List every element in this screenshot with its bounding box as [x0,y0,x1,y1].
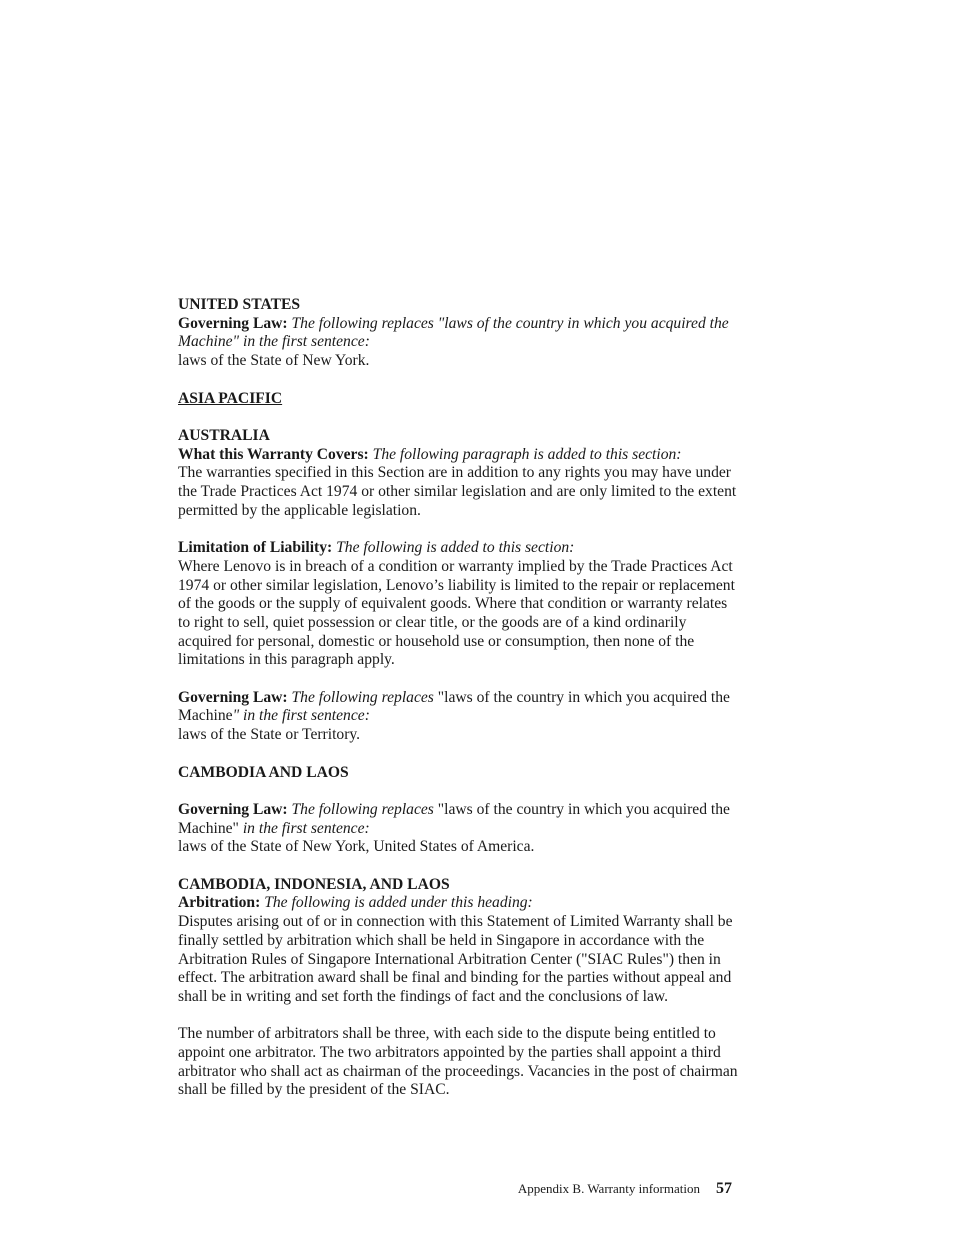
country-heading: UNITED STATES [178,296,301,313]
governing-law-quote: "laws of the country in which you acquired the Machine [178,688,730,725]
section-cambodia-indonesia-laos [178,876,738,1007]
section-asia-pacific [178,390,738,409]
section-australia [178,427,738,521]
arbitration-text-2: The number of arbitrators shall be three, with each side to the dispute being entitled to appoint one arbitrator. The two arbitrators appointed by the parties shall appoint a third arbitrator who shall act as chairman of the proceedings. Vacancies in the post of chairman shall be filled by the president of the SIAC. [178,1025,738,1099]
arbitration-text: Disputes arising out of or in connection with this Statement of Limited Warranty shall be finally settled by arbitration which shall be held in Singapore in accordance with the Arbitration Rules of Singapore International Arbitration Center ("SIAC Rules") then in effect. The arbitration award shall be final and binding for the parties without appeal and shall be in writing and set forth the findings of fact and the conclusions of law. [178,913,733,1005]
governing-law-intro: The following replaces [291,688,434,706]
governing-law-intro: The following replaces "laws of the country in which you acquired the Machine" in the first sentence: [178,314,729,351]
governing-law-text: laws of the State or Territory. [178,726,361,744]
governing-law-text: laws of the State of New York, United States of America. [178,838,535,856]
page-number: 57 [716,1180,732,1197]
governing-law-intro-end: " in the first sentence: [232,707,370,725]
cambodia-laos-governing-law [178,801,738,857]
governing-law-label: Governing Law: [178,688,288,706]
arbitration-paragraph-2 [178,1025,738,1100]
australia-governing-law [178,689,738,745]
governing-law-intro-end: in the first sentence: [242,819,370,837]
page-footer [518,1180,732,1198]
governing-law-label: Governing Law: [178,314,288,332]
arbitration-intro: The following is added under this heading: [264,894,533,912]
page-content [178,296,738,1119]
warranty-covers-text: The warranties specified in this Section are in addition to any rights you may have under the Trade Practices Act 1974 or other similar legislation and are only limited to the extent permitted by the applicable legislation. [178,464,737,519]
australia-liability [178,539,738,670]
country-heading: CAMBODIA, INDONESIA, AND LAOS [178,875,450,893]
liability-text: Where Lenovo is in breach of a condition or warranty implied by the Trade Practices Act 1974 or other similar legislation, Lenovo’s liability is limited to the repair or replacement of the goods or the supply of equivalent goods. Where that condition or warranty relates to right to sell, quiet possession or clear title, or the goods are of a kind ordinarily acquired for personal, domestic or household use or consumption, then none of the limitations in this paragraph apply. [178,557,735,669]
warranty-covers-intro: The following paragraph is added to this section: [372,445,682,463]
governing-law-intro: The following replaces [291,800,434,818]
liability-intro: The following is added to this section: [336,539,575,557]
section-cambodia-laos-heading [178,764,738,783]
governing-law-quote: "laws of the country in which you acquired the Machine" [178,800,730,837]
governing-law-text: laws of the State of New York. [178,352,370,370]
liability-label: Limitation of Liability: [178,539,333,557]
governing-law-label: Governing Law: [178,800,288,818]
country-heading: CAMBODIA AND LAOS [178,763,349,781]
section-united-states [178,296,738,371]
arbitration-label: Arbitration: [178,894,261,912]
footer-section-title: Appendix B. Warranty information [517,1181,700,1196]
warranty-covers-label: What this Warranty Covers: [178,445,369,463]
country-heading: AUSTRALIA [178,426,270,444]
region-heading: ASIA PACIFIC [178,389,283,407]
